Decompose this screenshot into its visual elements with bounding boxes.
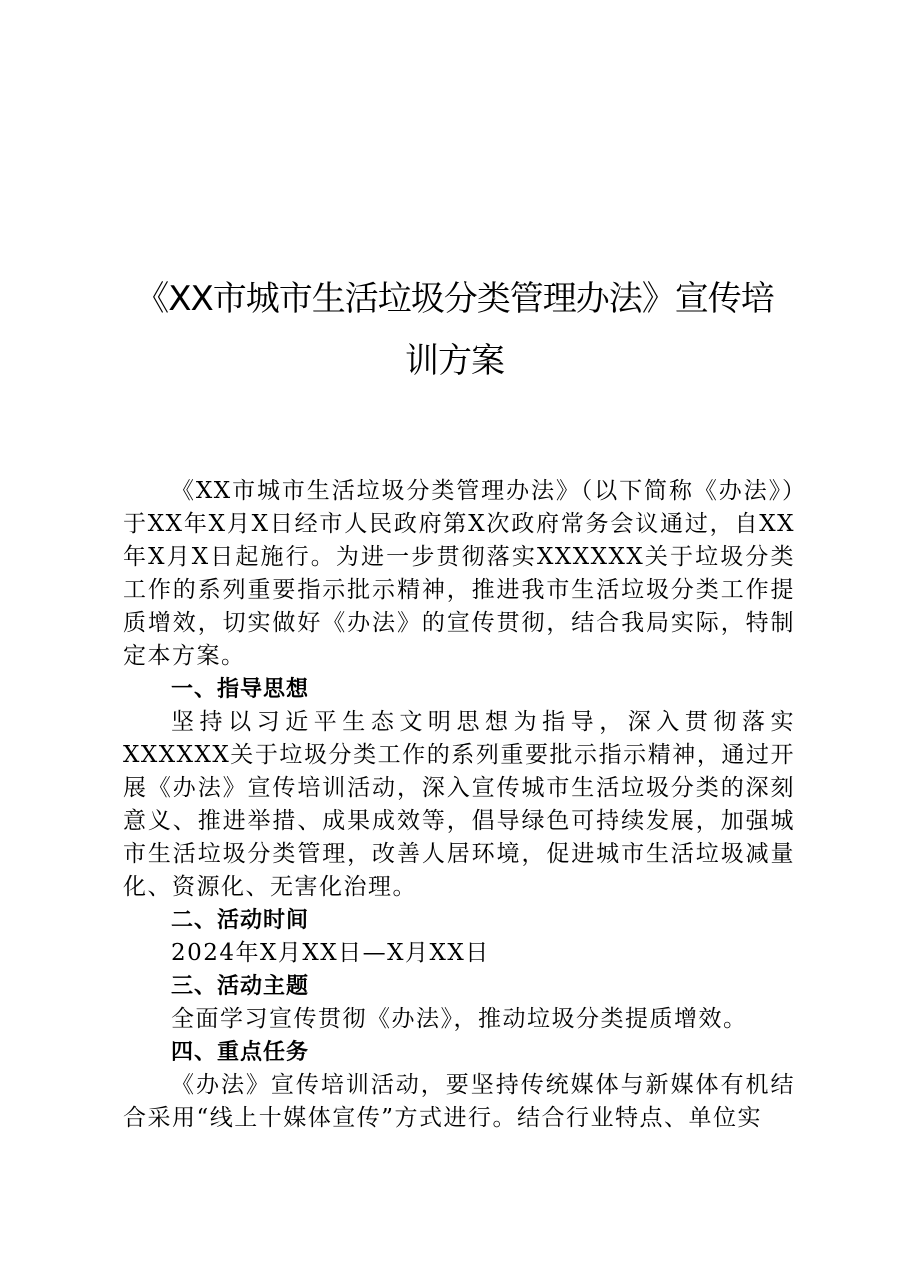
title-line-1: 《XX市城市生活垃圾分类管理办法》宣传培 <box>135 279 774 319</box>
section-heading-key-tasks: 四、重点任务 <box>171 1040 310 1065</box>
intro-paragraph: 《XX市城市生活垃圾分类管理办法》（以下简称《办法》）于XX年X月X日经市人民政府第X次政府常务会议通过，自XX年X月X日起施行。为进一步贯彻落实XXXXXX关于垃圾分类工作的系列重要指示批示精神，推进我市生活垃圾分类工作提质增效，切实做好《办法》的宣传贯彻，结合我局实际，特制定本方案。 <box>123 478 795 669</box>
section-body-activity-time: 2024年X月XX日—X月XX日 <box>171 940 490 966</box>
section-heading-activity-theme: 三、活动主题 <box>171 974 310 999</box>
section-heading-guiding-ideology: 一、指导思想 <box>171 677 310 702</box>
document-title <box>100 268 809 392</box>
section-body-activity-theme: 全面学习宣传贯彻《办法》，推动垃圾分类提质增效。 <box>171 1006 748 1032</box>
section-heading-activity-time: 二、活动时间 <box>171 908 310 933</box>
section-body-guiding-ideology: 坚持以习近平生态文明思想为指导，深入贯彻落实XXXXXX关于垃圾分类工作的系列重要批示指示精神，通过开展《办法》宣传培训活动，深入宣传城市生活垃圾分类的深刻意义、推进举措、成果成效等，倡导绿色可持续发展，加强城市生活垃圾分类管理，改善人居环境，促进城市生活垃圾减量化、资源化、无害化治理。 <box>123 709 795 900</box>
title-line-2: 训方案 <box>405 341 504 381</box>
section-body-key-tasks: 《办法》宣传培训活动，要坚持传统媒体与新媒体有机结合采用“线上十媒体宣传”方式进行。结合行业特点、单位实 <box>123 1072 795 1131</box>
document-body <box>123 475 795 1135</box>
